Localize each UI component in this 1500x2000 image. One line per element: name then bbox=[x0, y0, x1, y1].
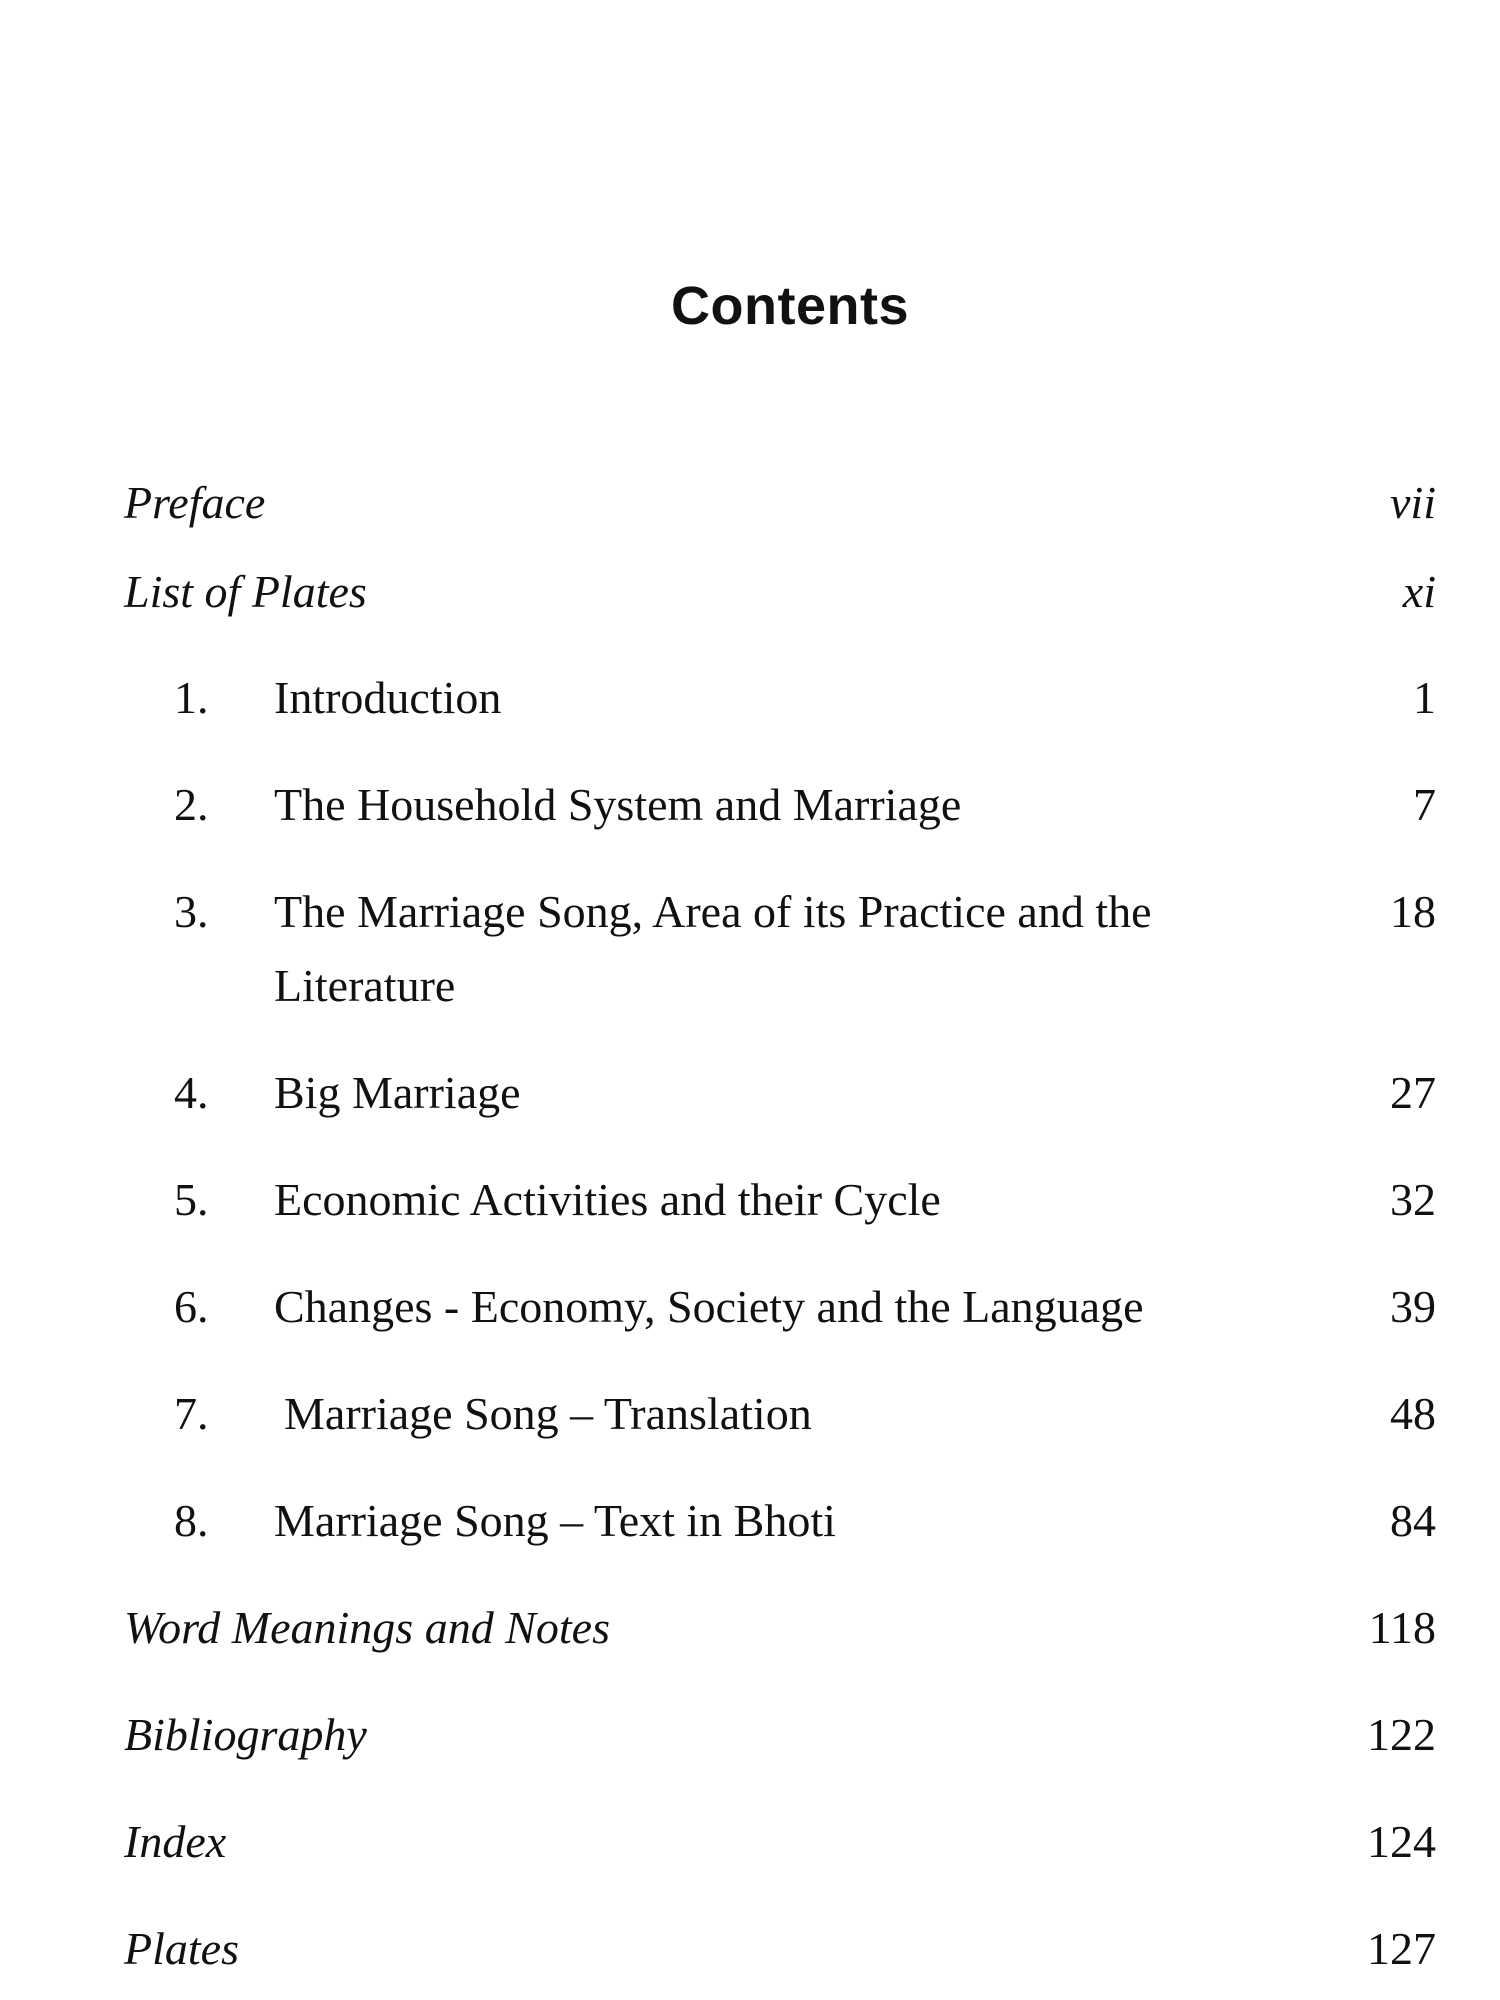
toc-entry-page: 127 bbox=[1367, 1923, 1436, 1974]
toc-entry-page: 18 bbox=[1390, 886, 1436, 937]
toc-entry-label: Bibliography bbox=[124, 1709, 367, 1760]
page-title: Contents bbox=[671, 276, 909, 336]
chapter-title: Marriage Song – Translation bbox=[284, 1388, 812, 1439]
chapter-number: 1. bbox=[174, 672, 209, 723]
chapter-title: The Household System and Marriage bbox=[274, 779, 962, 830]
toc-entry-page: 118 bbox=[1368, 1602, 1436, 1653]
toc-entry-label: Plates bbox=[124, 1923, 239, 1974]
toc-entry-page: xi bbox=[1402, 566, 1436, 617]
toc-entry-page: 84 bbox=[1390, 1495, 1436, 1546]
chapter-title: The Marriage Song, Area of its Practice and the Literature bbox=[274, 886, 1152, 1011]
chapter-title: Introduction bbox=[274, 672, 502, 723]
toc-entry-page: 32 bbox=[1390, 1174, 1436, 1225]
chapter-title: Economic Activities and their Cycle bbox=[274, 1174, 941, 1225]
chapter-number: 6. bbox=[174, 1281, 209, 1332]
chapter-number: 2. bbox=[174, 779, 209, 830]
toc-entry-page: 48 bbox=[1390, 1388, 1436, 1439]
chapter-number: 8. bbox=[174, 1495, 209, 1546]
toc-entry-label: List of Plates bbox=[124, 566, 367, 617]
chapter-number: 4. bbox=[174, 1067, 209, 1118]
toc-entry-page: 1 bbox=[1413, 672, 1436, 723]
chapter-number: 7. bbox=[174, 1388, 209, 1439]
chapter-number: 3. bbox=[174, 886, 209, 937]
toc-entry-page: vii bbox=[1390, 477, 1436, 528]
toc-entry-page: 39 bbox=[1390, 1281, 1436, 1332]
chapter-title: Big Marriage bbox=[274, 1067, 521, 1118]
chapter-title: Marriage Song – Text in Bhoti bbox=[274, 1495, 836, 1546]
toc-entry-page: 27 bbox=[1390, 1067, 1436, 1118]
toc-entry-page: 124 bbox=[1367, 1816, 1436, 1867]
toc-entry-label: Word Meanings and Notes bbox=[124, 1602, 610, 1653]
toc-entry-label: Preface bbox=[124, 477, 266, 528]
chapter-title: Changes - Economy, Society and the Language bbox=[274, 1281, 1144, 1332]
toc-entry-page: 122 bbox=[1367, 1709, 1436, 1760]
toc-entry-label: Index bbox=[124, 1816, 227, 1867]
toc-entry-page: 7 bbox=[1413, 779, 1436, 830]
chapter-number: 5. bbox=[174, 1174, 209, 1225]
